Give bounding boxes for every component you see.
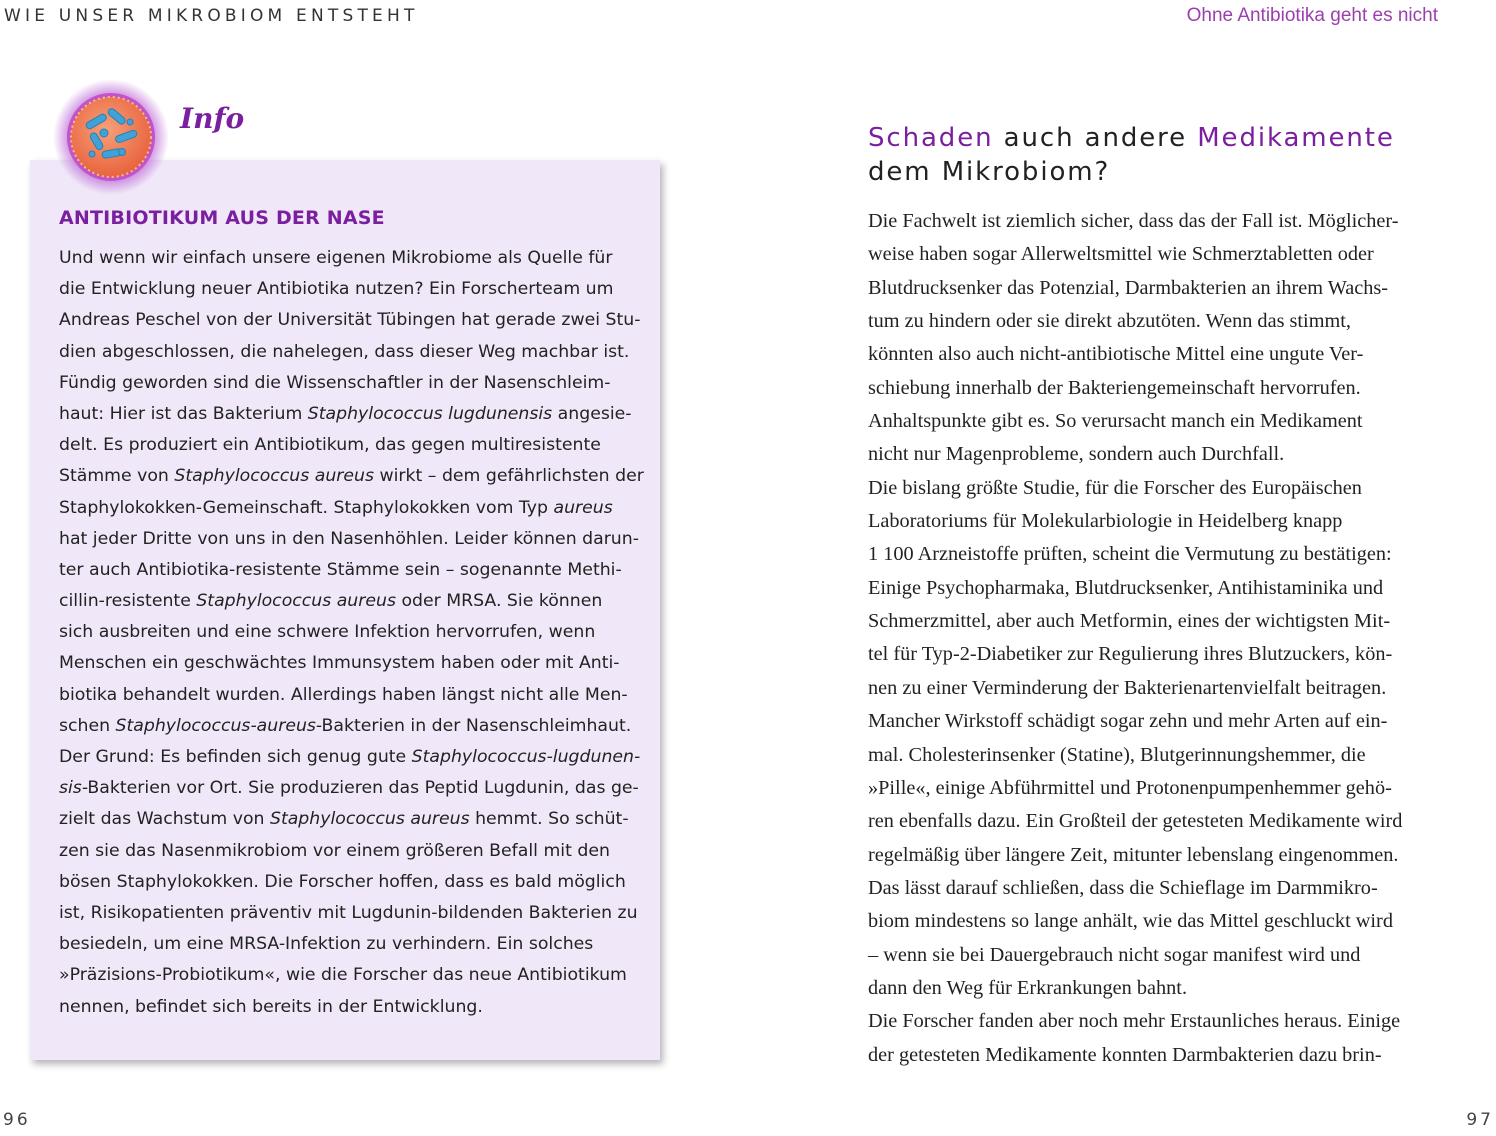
text-line: 1 100 Arzneistoffe prüften, scheint die Vermutung zu bestätigen: — [868, 543, 1392, 566]
page-number-left: 96 — [3, 1110, 31, 1130]
heading-highlight-1: Schaden — [868, 123, 994, 153]
running-title-left: WIE UNSER MIKROBIOM ENTSTEHT — [4, 6, 419, 26]
text-line: besiedeln, um eine MRSA-Infektion zu verhindern. Ein solches — [59, 934, 594, 955]
text-line: die Entwicklung neuer Antibiotika nutzen? Ein Forscherteam um — [59, 279, 614, 300]
section-body — [868, 205, 1448, 1072]
text-line: dann den Weg für Erkrankungen bahnt. — [868, 976, 1188, 999]
text-line: Einige Psychopharmaka, Blutdrucksenker, Antihistaminika und — [868, 576, 1384, 599]
text-line: sich ausbreiten und eine schwere Infektion hervorrufen, wenn — [59, 622, 596, 643]
text-line: Anhaltspunkte gibt es. So verursacht manch ein Medikament — [868, 410, 1363, 433]
text-line: tel für Typ-2-Diabetiker zur Regulierung ihres Blutzuckers, kön- — [868, 643, 1393, 666]
text-line: Das lässt darauf schließen, dass die Schieflage im Darmmikro- — [868, 876, 1378, 899]
text-line: schen Staphylococcus-aureus-Bakterien in der Nasenschleimhaut. — [59, 715, 632, 736]
text-line: Die bislang größte Studie, für die Forscher des Europäischen — [868, 476, 1362, 499]
text-line: nen zu einer Verminderung der Bakterienartenvielfalt beitragen. — [868, 676, 1387, 699]
text-line: haut: Hier ist das Bakterium Staphylococcus lugdunensis angesie- — [59, 403, 632, 424]
text-line: hat jeder Dritte von uns in den Nasenhöhlen. Leider können darun- — [59, 528, 639, 549]
text-line: – wenn sie bei Dauergebrauch nicht sogar manifest wird und — [868, 943, 1361, 966]
text-line: »Präzisions-Probiotikum«, wie die Forscher das neue Antibiotikum — [59, 965, 627, 986]
text-line: Schmerzmittel, aber auch Metformin, eines der wichtigsten Mit- — [868, 610, 1391, 633]
heading-text-2: dem Mikrobiom? — [868, 157, 1111, 187]
heading-highlight-2: Medikamente — [1197, 123, 1395, 153]
text-line: biom mindestens so lange anhält, wie das Mittel geschluckt wird — [868, 910, 1393, 933]
text-line: delt. Es produziert ein Antibiotikum, das gegen multiresistente — [59, 435, 601, 456]
info-box-heading: ANTIBIOTIKUM AUS DER NASE — [59, 207, 385, 229]
text-line: Und wenn wir einfach unsere eigenen Mikrobiome als Quelle für — [59, 248, 613, 268]
text-line: zen sie das Nasenmikrobiom vor einem größeren Befall mit den — [59, 840, 610, 861]
bacteria-icon — [52, 78, 170, 196]
text-line: Mancher Wirkstoff schädigt sogar zehn und mehr Arten auf ein- — [868, 710, 1388, 733]
text-line: Stämme von Staphylococcus aureus wirkt – dem gefährlichsten der — [59, 466, 644, 487]
info-label: Info — [180, 102, 245, 135]
text-line: tum zu hindern oder sie direkt abzutöten. Wenn das stimmt, — [868, 310, 1351, 333]
text-line: Blutdrucksenker das Potenzial, Darmbakterien an ihrem Wachs- — [868, 276, 1389, 299]
text-line: »Pille«, einige Abführmittel und Protonenpumpenhemmer gehö- — [868, 776, 1392, 799]
text-line: schiebung innerhalb der Bakteriengemeinschaft hervorrufen. — [868, 376, 1361, 399]
text-line: ren ebenfalls dazu. Ein Großteil der getesteten Medikamente wird — [868, 810, 1403, 833]
text-line: Laboratoriums für Molekularbiologie in Heidelberg knapp — [868, 510, 1343, 533]
text-line: nennen, befindet sich bereits in der Entwicklung. — [59, 996, 483, 1017]
text-line: Staphylokokken-Gemeinschaft. Staphylokokken vom Typ aureus — [59, 497, 613, 518]
text-line: bösen Staphylokokken. Die Forscher hoffen, dass es bald möglich — [59, 871, 626, 892]
text-line: ter auch Antibiotika-resistente Stämme sein – sogenannte Methi- — [59, 559, 622, 580]
info-box-body — [59, 243, 644, 1023]
text-line: Andreas Peschel von der Universität Tübingen hat gerade zwei Stu- — [59, 310, 641, 331]
text-line: der getesteten Medikamente konnten Darmbakterien dazu brin- — [868, 1043, 1382, 1066]
text-line: könnten also auch nicht-antibiotische Mittel eine ungute Ver- — [868, 343, 1364, 366]
text-line: mal. Cholesterinsenker (Statine), Blutgerinnungshemmer, die — [868, 743, 1366, 766]
running-title-right: Ohne Antibiotika geht es nicht — [1186, 5, 1438, 26]
text-line: weise haben sogar Allerweltsmittel wie Schmerztabletten oder — [868, 243, 1374, 266]
section-heading — [868, 121, 1395, 189]
text-line: zielt das Wachstum von Staphylococcus aureus hemmt. So schüt- — [59, 809, 629, 830]
text-line: Die Forscher fanden aber noch mehr Erstaunliches heraus. Einige — [868, 1010, 1401, 1033]
page-number-right: 97 — [1466, 1110, 1494, 1130]
text-line: regelmäßig über längere Zeit, mitunter lebenslang eingenommen. — [868, 843, 1399, 866]
text-line: cillin-resistente Staphylococcus aureus oder MRSA. Sie können — [59, 591, 603, 612]
text-line: Fündig geworden sind die Wissenschaftler in der Nasenschleim- — [59, 372, 611, 393]
text-line: nicht nur Magenprobleme, sondern auch Durchfall. — [868, 443, 1285, 466]
text-line: biotika behandelt wurden. Allerdings haben längst nicht alle Men- — [59, 684, 628, 705]
text-line: Der Grund: Es befinden sich genug gute Staphylococcus-lugdunen- — [59, 747, 641, 767]
text-line: ist, Risikopatienten präventiv mit Lugdunin-bildenden Bakterien zu — [59, 902, 638, 923]
text-line: sis-Bakterien vor Ort. Sie produzieren das Peptid Lugdunin, das ge- — [59, 778, 639, 799]
heading-text-1: auch andere — [993, 123, 1198, 153]
text-line: Die Fachwelt ist ziemlich sicher, dass das der Fall ist. Möglicher- — [868, 210, 1399, 232]
text-line: dien abgeschlossen, die nahelegen, dass dieser Weg machbar ist. — [59, 341, 630, 362]
text-line: Menschen ein geschwächtes Immunsystem haben oder mit Anti- — [59, 653, 620, 674]
